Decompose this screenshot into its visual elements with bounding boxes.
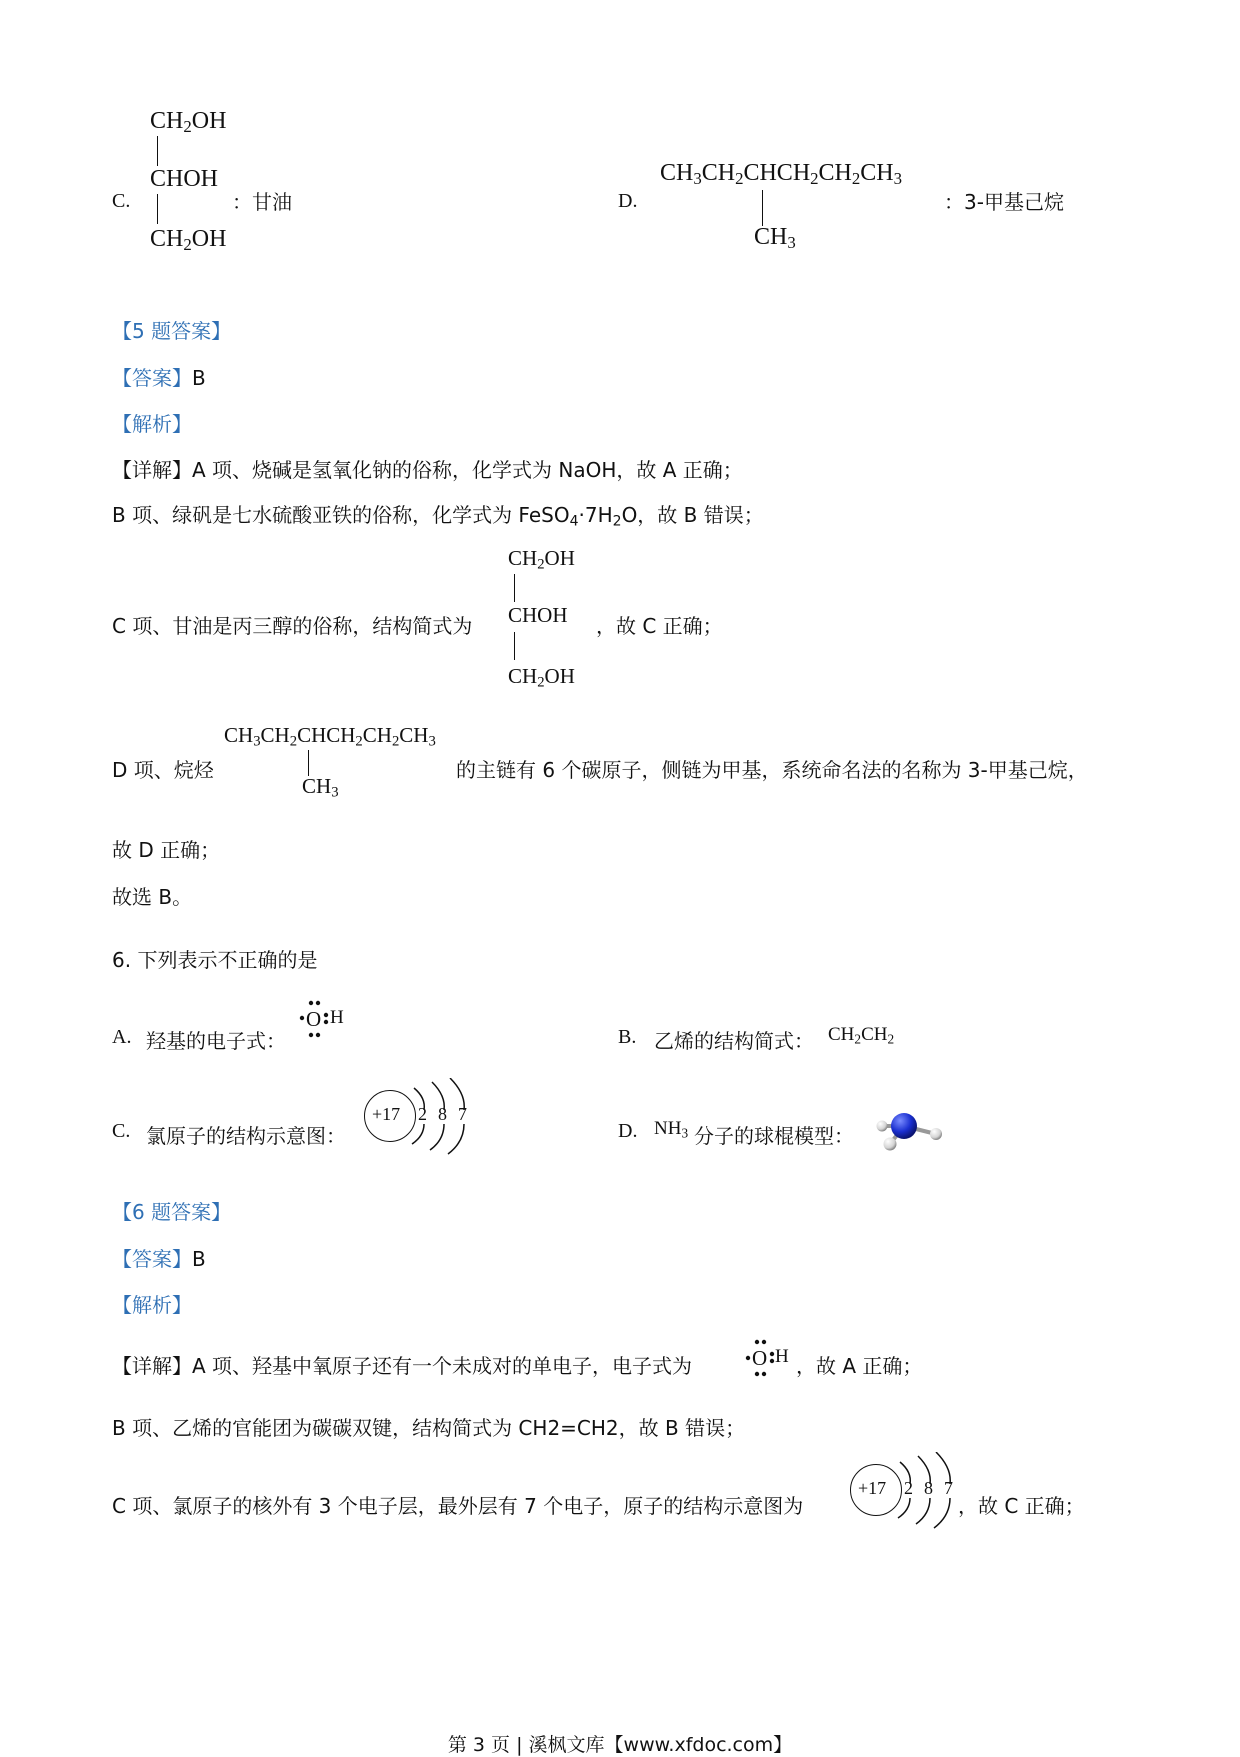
bond-line	[157, 136, 158, 166]
q6-detail-b: B 项、乙烯的官能团为碳碳双键，结构简式为 CH2=CH2，故 B 错误；	[112, 1416, 746, 1440]
footer-separator: |	[516, 1734, 523, 1756]
ethylene-formula: $CH_2CH_2$	[828, 1024, 895, 1047]
option-label: A.	[112, 1026, 132, 1048]
formula-ch2oh-bot: $CH_2OH$	[508, 664, 575, 691]
detail-text: B 项、绿矾是七水硫酸亚铁的俗称，化学式为 FeSO	[112, 503, 570, 527]
q5-detail-d-post: 的主链有 6 个碳原子，侧链为甲基，系统命名法的名称为 3-甲基己烷，	[456, 758, 1088, 782]
detail-tag: 【详解】	[112, 1354, 192, 1378]
q5-analysis-tag: 【解析】	[112, 412, 192, 436]
bond-line	[514, 632, 515, 660]
answer-value: B	[192, 366, 206, 390]
option-text: 羟基的电子式：	[146, 1029, 286, 1053]
q5-detail-d-pre: D 项、烷烃	[112, 758, 214, 782]
q6-detail-c-pre: C 项、氯原子的核外有 3 个电子层，最外层有 7 个电子，原子的结构示意图为	[112, 1494, 804, 1518]
bond-line	[308, 750, 309, 776]
hydroxyl-electron-formula	[296, 998, 356, 1042]
hydrogen-symbol: H	[330, 1007, 344, 1028]
formula-ch2oh-top: $CH_2OH$	[508, 546, 575, 573]
shell-2-count: 8	[438, 1104, 447, 1124]
detail-text: ，故 A 正确；	[796, 1354, 923, 1378]
shell-3-count: 7	[944, 1478, 953, 1498]
q5-detail-c-pre: C 项、甘油是丙三醇的俗称，结构简式为	[112, 614, 473, 638]
formula-branch: $CH_3$	[754, 224, 796, 253]
option-label: D.	[618, 190, 638, 212]
electron-dots	[296, 998, 356, 1042]
detail-text: ，故 C 正确；	[958, 1494, 1085, 1518]
bond-line	[514, 574, 515, 602]
q5-answer-header: 【5 题答案】	[112, 319, 232, 343]
detail-text: A 项、羟基中氧原子还有一个未成对的单电子，电子式为	[192, 1354, 693, 1378]
answer-tag: 【答案】	[112, 1247, 192, 1271]
formula-chain: $CH_3CH_2CHCH_2CH_2CH_3$	[224, 723, 436, 750]
bond-line	[762, 190, 763, 226]
q6-analysis-tag: 【解析】	[112, 1293, 192, 1317]
option-text: 乙烯的结构简式：	[654, 1029, 814, 1053]
shell-1-count: 2	[418, 1104, 427, 1124]
answer-value: B	[192, 1247, 206, 1271]
q6-answer-line	[112, 1243, 206, 1272]
ammonia-formula: $NH_3$	[654, 1118, 689, 1141]
nucleus-charge: +17	[858, 1478, 887, 1498]
nucleus-charge: +17	[372, 1104, 401, 1124]
shell-3-count: 7	[458, 1104, 467, 1124]
detail-tag: 【详解】	[112, 458, 192, 482]
hydrogen-symbol: H	[775, 1346, 789, 1367]
q5-detail-c-post: ，故 C 正确；	[596, 614, 723, 638]
shell-1-count: 2	[904, 1478, 913, 1498]
formula-chohl: CHOH	[150, 166, 219, 192]
electron-dots	[742, 1336, 796, 1380]
page-number: 第 3 页	[447, 1734, 511, 1756]
shell-2-count: 8	[924, 1478, 933, 1498]
formula-ch2oh-top: $CH_2OH$	[150, 108, 227, 137]
option-label: D.	[618, 1120, 638, 1142]
q6-detail-a	[112, 1350, 692, 1379]
page-footer	[0, 1730, 1240, 1757]
option-label: C.	[112, 190, 131, 212]
footer-site[interactable]: 溪枫文库【www.xfdoc.com】	[528, 1734, 793, 1756]
subscript: 2	[612, 513, 622, 530]
ammonia-ball-stick-model	[870, 1106, 948, 1154]
q5-answer-line	[112, 362, 206, 391]
option-label: C.	[112, 1120, 131, 1142]
bond-line	[157, 194, 158, 224]
detail-text: O，故 B 错误；	[621, 503, 764, 527]
formula-ch2oh-bot: $CH_2OH$	[150, 226, 227, 255]
hydroxyl-electron-formula	[742, 1336, 796, 1380]
formula-branch: $CH_3$	[302, 774, 339, 801]
option-label: B.	[618, 1026, 637, 1048]
detail-text: A 项、烧碱是氢氧化钠的俗称，化学式为 NaOH，故 A 正确；	[192, 458, 743, 482]
option-text: 氯原子的结构示意图：	[146, 1124, 346, 1148]
option-name: ：3-甲基己烷	[944, 190, 1064, 214]
oxygen-symbol: O	[752, 1346, 768, 1370]
detail-text: ·7H	[578, 503, 613, 527]
q6-question: 6. 下列表示不正确的是	[112, 948, 318, 972]
q5-detail-b	[112, 499, 764, 528]
option-name: ：甘油	[232, 190, 292, 214]
q6-answer-header: 【6 题答案】	[112, 1200, 232, 1224]
formula-choh: CHOH	[508, 603, 568, 627]
q5-detail-d2: 故 D 正确；	[112, 838, 221, 862]
oxygen-symbol: O	[306, 1007, 322, 1031]
option-text: 分子的球棍模型：	[694, 1124, 854, 1148]
q5-conclusion: 故选 B。	[112, 885, 193, 909]
formula-chain: $CH_3CH_2CHCH_2CH_2CH_3$	[660, 160, 903, 189]
chlorine-atom-diagram	[364, 1078, 474, 1158]
chlorine-atom-diagram	[850, 1452, 960, 1532]
subscript: 4	[569, 513, 579, 530]
q5-detail-a	[112, 454, 743, 483]
answer-tag: 【答案】	[112, 366, 192, 390]
